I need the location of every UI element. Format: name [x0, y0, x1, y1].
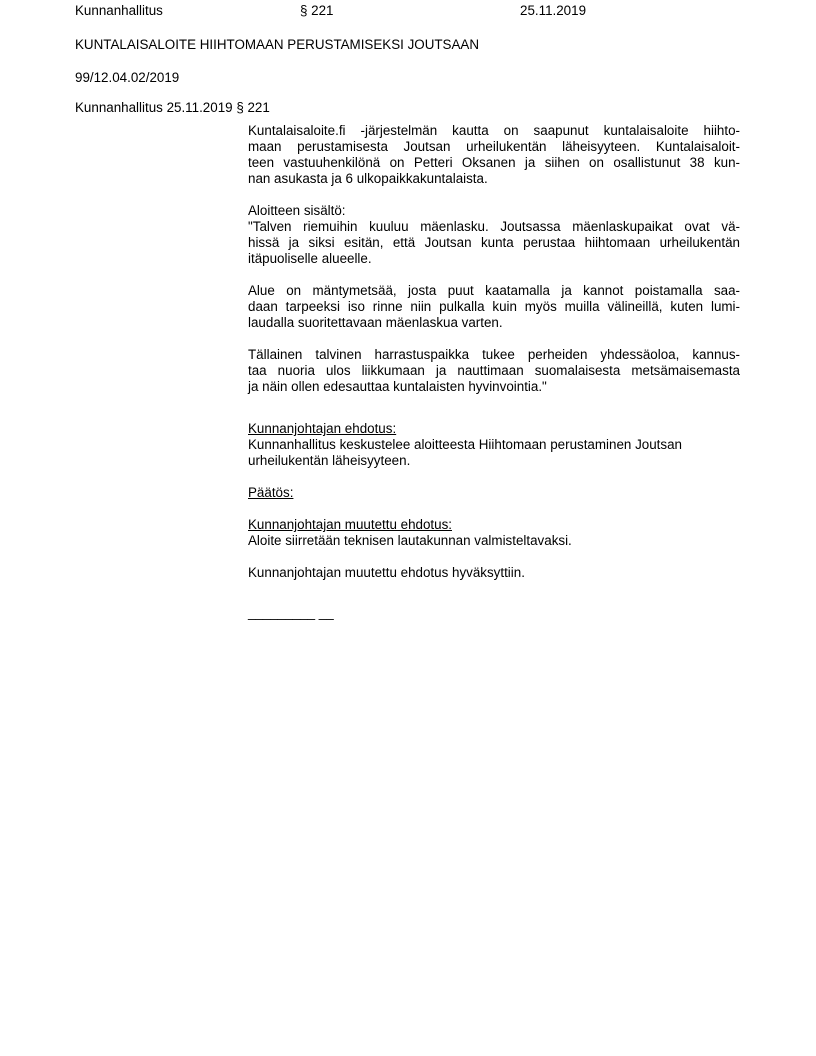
text-line: taa nuoria ulos liikkumaan ja nauttimaan suomalaisesta metsämaisemasta	[248, 363, 740, 378]
text-line: teen vastuuhenkilönä on Petteri Oksanen ja siihen on osallistunut 38 kun-	[248, 155, 740, 170]
text-line: ja näin ollen edesauttaa kuntalaisten hyvinvointia."	[248, 379, 547, 394]
text-line: Kuntalaisaloite.fi -järjestelmän kautta on saapunut kuntalaisaloite hiihto-	[248, 123, 740, 138]
initiative-content-paragraph	[248, 203, 740, 267]
signature-line: _________ __	[248, 605, 334, 620]
amended-proposal-text: Aloite siirretään teknisen lautakunnan valmisteltavaksi.	[248, 533, 572, 548]
page-header	[75, 3, 816, 19]
text-line: "Talven riemuihin kuuluu mäenlasku. Joutsassa mäenlaskupaikat ovat vä-	[248, 219, 740, 234]
header-committee: Kunnanhallitus	[75, 3, 163, 18]
decision-text: Kunnanjohtajan muutettu ehdotus hyväksyttiin.	[248, 565, 525, 580]
proposal-section	[248, 421, 740, 469]
text-line: laudalla suoritettavaan mäenlaskua varten.	[248, 315, 503, 330]
initiative-content-label: Aloitteen sisältö:	[248, 203, 346, 218]
body-content	[248, 123, 740, 621]
proposal-text: Kunnanhallitus keskustelee aloitteesta Hiihtomaan perustaminen Joutsan urheilukentän läheisyyteen.	[248, 437, 682, 468]
header-section-number: § 221	[300, 3, 334, 18]
amended-proposal-section	[248, 517, 740, 549]
decision-heading-section	[248, 485, 740, 501]
case-number: 99/12.04.02/2019	[75, 70, 180, 85]
meeting-reference: Kunnanhallitus 25.11.2019 § 221	[75, 100, 270, 115]
text-line: maan perustamisesta Joutsan urheilukentän läheisyyteen. Kuntalaisaloit-	[248, 139, 740, 154]
header-date: 25.11.2019	[520, 3, 587, 18]
text-line: Alue on mäntymetsää, josta puut kaatamalla ja kannot poistamalla saa-	[248, 283, 740, 298]
initiative-summary-paragraph	[248, 123, 740, 187]
text-line: Tällainen talvinen harrastuspaikka tukee perheiden yhdessäoloa, kannus-	[248, 347, 740, 362]
text-line: hissä ja siksi esitän, että Joutsan kunta perustaa hiihtomaan urheilukentän	[248, 235, 740, 250]
text-line: itäpuoliselle alueelle.	[248, 251, 372, 266]
quote-paragraph-terrain	[248, 283, 740, 331]
quote-paragraph-wellbeing	[248, 347, 740, 395]
proposal-heading: Kunnanjohtajan ehdotus:	[248, 421, 397, 436]
decision-heading: Päätös:	[248, 485, 294, 500]
document-title: KUNTALAISALOITE HIIHTOMAAN PERUSTAMISEKSI JOUTSAAN	[75, 37, 480, 52]
text-line: nan asukasta ja 6 ulkopaikkakuntalaista.	[248, 171, 488, 186]
text-line: daan tarpeeksi iso rinne niin pulkalla kuin myös muilla välineillä, kuten lumi-	[248, 299, 740, 314]
amended-proposal-heading: Kunnanjohtajan muutettu ehdotus:	[248, 517, 452, 532]
